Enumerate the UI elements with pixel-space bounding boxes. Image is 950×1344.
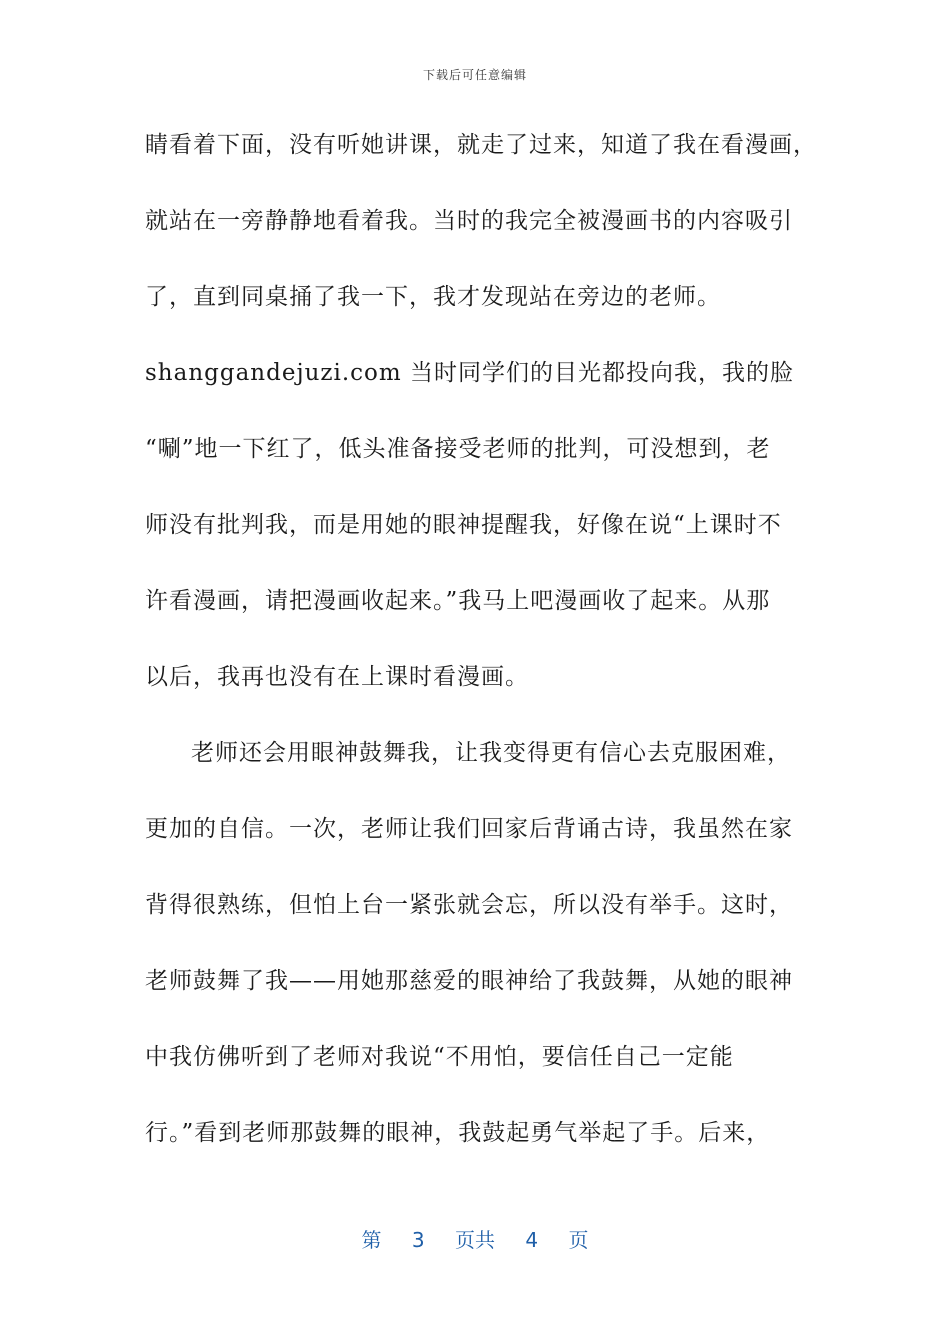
page-header-note: 下载后可任意编辑 <box>422 68 527 82</box>
text-line: 老师鼓舞了我——用她那慈爱的眼神给了我鼓舞，从她的眼神 <box>145 968 793 994</box>
footer-middle: 页共 <box>455 1228 495 1252</box>
footer-suffix: 页 <box>568 1228 589 1252</box>
paragraph-start-line: 老师还会用眼神鼓舞我，让我变得更有信心去克服困难， <box>191 740 791 766</box>
text-line: 行。”看到老师那鼓舞的眼神，我鼓起勇气举起了手。后来， <box>145 1120 771 1146</box>
text-line: 就站在一旁静静地看着我。当时的我完全被漫画书的内容吸引 <box>145 208 793 234</box>
text-line: 中我仿佛听到了老师对我说“不用怕，要信任自己一定能 <box>145 1044 734 1070</box>
text-line: 背得很熟练，但怕上台一紧张就会忘，所以没有举手。这时， <box>145 892 793 918</box>
text-line: 师没有批判我，而是用她的眼神提醒我，好像在说“上课时不 <box>145 512 782 538</box>
footer-prefix: 第 <box>361 1228 382 1252</box>
text-line: 了，直到同桌捅了我一下，我才发现站在旁边的老师。 <box>145 284 721 310</box>
text-line: 许看漫画，请把漫画收起来。”我马上吧漫画收了起来。从那 <box>145 588 771 614</box>
text-line: “唰”地一下红了，低头准备接受老师的批判，可没想到，老 <box>145 436 771 462</box>
total-pages-number: 4 <box>525 1228 539 1252</box>
current-page-number: 3 <box>411 1228 425 1252</box>
text-line: 以后，我再也没有在上课时看漫画。 <box>145 664 529 690</box>
text-line: 更加的自信。一次，老师让我们回家后背诵古诗，我虽然在家 <box>145 816 793 842</box>
text-line: 睛看着下面，没有听她讲课，就走了过来，知道了我在看漫画， <box>145 132 817 158</box>
page-number-footer <box>0 1224 950 1253</box>
text-line: shanggandejuzi.com 当时同学们的目光都投向我，我的脸 <box>145 360 795 386</box>
document-body <box>145 126 815 1190</box>
